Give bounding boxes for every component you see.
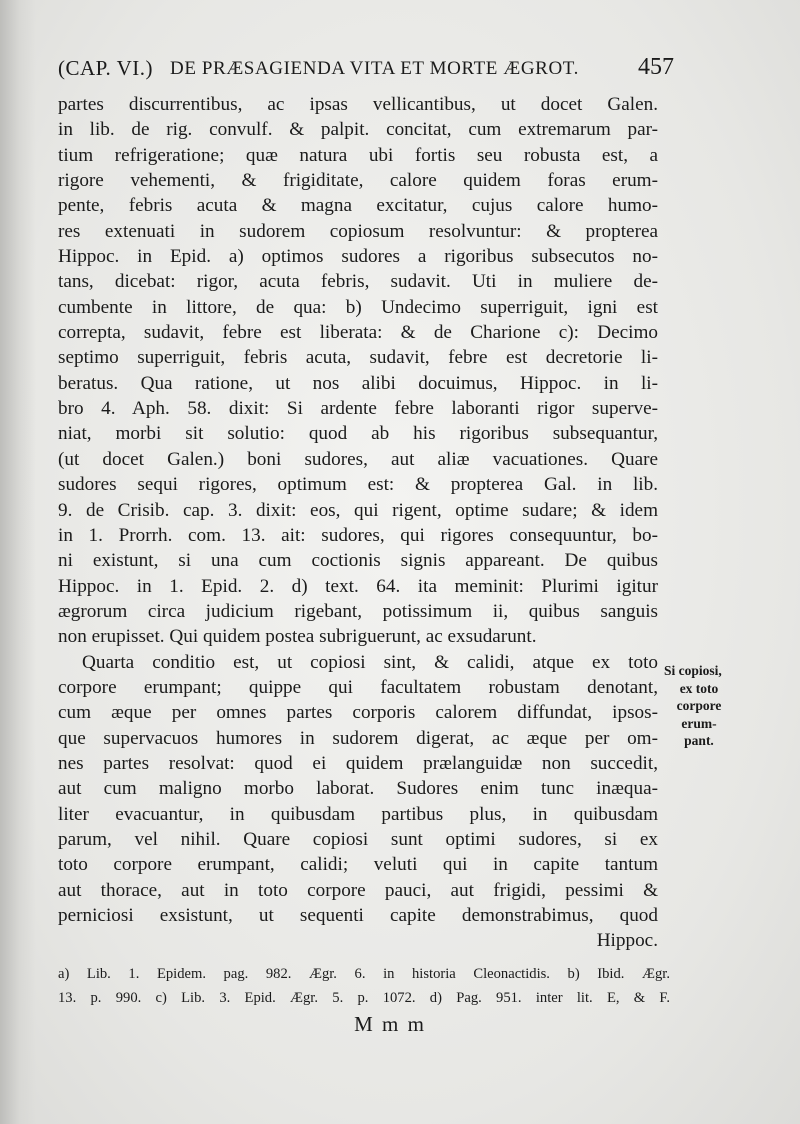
text-line: aut thorace, aut in toto corpore pauci, aut frigidi, pessimi & (58, 879, 658, 901)
text-line: correpta, sudavit, febre est liberata: & de Charione c): Decimo (58, 322, 658, 344)
text-line: bro 4. Aph. 58. dixit: Si ardente febre laboranti rigor superve- (58, 398, 658, 420)
text-line: liter evacuantur, in quibusdam partibus plus, in quibusdam (58, 803, 658, 825)
text-line: septimo superriguit, febris acuta, sudavit, febre est decretorie li- (58, 347, 658, 369)
text-line: niat, morbi sit solutio: quod ab his rigoribus subsequantur, (58, 423, 658, 445)
text-line: corpore erumpant; quippe qui facultatem robustam denotant, (58, 676, 658, 698)
text-line: in 1. Prorrh. com. 13. ait: sudores, qui rigores consequuntur, bo- (58, 524, 658, 546)
text-line: tans, dicebat: rigor, acuta febris, sudavit. Uti in muliere de- (58, 271, 658, 293)
text-line: 9. de Crisib. cap. 3. dixit: eos, qui rigent, optime sudare; & idem (58, 499, 658, 521)
text-line: parum, vel nihil. Quare copiosi sunt optimi sudores, si ex (58, 828, 658, 850)
text-line: Hippoc. in 1. Epid. 2. d) text. 64. ita meminit: Plurimi igitur (58, 575, 658, 597)
text-line: beratus. Qua ratione, ut nos alibi docuimus, Hippoc. in li- (58, 372, 658, 394)
text-line: ni existunt, si una cum coctionis signis appareant. De quibus (58, 550, 658, 572)
marginal-note-line: ex toto (679, 680, 719, 696)
text-line: cum æque per omnes partes corporis calorem diffundat, ipsos- (58, 702, 658, 724)
main-text (58, 92, 658, 954)
text-line: res extenuati in sudorem copiosum resolvuntur: & propterea (58, 220, 658, 242)
footnote-line: a) Lib. 1. Epidem. pag. 982. Ægr. 6. in historia Cleonactidis. b) Ibid. Ægr. (58, 966, 670, 982)
chapter-label: (CAP. VI.) (58, 56, 154, 80)
text-line: non erupisset. Qui quidem postea subriguerunt, ac exsudarunt. (58, 626, 537, 648)
running-header (58, 54, 674, 88)
text-line: aut cum maligno morbo laborat. Sudores enim tunc inæqua- (58, 778, 658, 800)
page-number: 457 (638, 54, 674, 80)
footnote-line: 13. p. 990. c) Lib. 3. Epid. Ægr. 5. p. 1072. d) Pag. 951. inter lit. E, & F. (58, 990, 670, 1006)
running-title: DE PRÆSAGIENDA VITA ET MORTE ÆGROT. (170, 58, 579, 79)
page-gutter-shadow (0, 0, 36, 1124)
text-line: tium refrigeratione; quæ natura ubi fortis seu robusta est, a (58, 144, 658, 166)
text-line: (ut docet Galen.) boni sudores, aut aliæ vacuationes. Quare (58, 448, 658, 470)
text-line: pente, febris acuta & magna excitatur, cujus calore humo- (58, 195, 658, 217)
text-line: nes partes resolvat: quod ei quidem prælanguidæ non succedit, (58, 752, 658, 774)
marginal-note-line: Si copiosi, (664, 663, 722, 678)
text-line: Hippoc. (596, 930, 658, 952)
text-line: perniciosi exsistunt, ut sequenti capite demonstrabimus, quod (58, 905, 658, 926)
marginal-note-line: corpore (676, 698, 722, 713)
text-line: in lib. de rig. convulf. & palpit. concitat, cum extremarum par- (58, 119, 658, 141)
text-line: Quarta conditio est, ut copiosi sint, & calidi, atque ex toto (82, 651, 658, 673)
text-line: ægrorum circa judicium rigebant, potissimum ii, quibus sanguis (58, 600, 658, 622)
text-line: cumbente in littore, de qua: b) Undecimo superriguit, igni est (58, 296, 658, 318)
marginal-note-line: erum- (681, 715, 717, 731)
text-line: partes discurrentibus, ac ipsas vellicantibus, ut docet Galen. (58, 94, 658, 115)
text-line: sudores sequi rigores, optimum est: & propterea Gal. in lib. (58, 474, 658, 496)
footnotes (58, 962, 670, 1010)
signature-mark: M m m (354, 1012, 426, 1036)
text-line: Hippoc. in Epid. a) optimos sudores a rigoribus subsecutos no- (58, 246, 658, 268)
text-line: que supervacuos humores in sudorem digerat, ac æque per om- (58, 727, 658, 749)
marginal-note-line: pant. (684, 733, 714, 748)
text-line: rigore vehementi, & frigiditate, calore quidem foras erum- (58, 170, 658, 192)
marginal-note (664, 662, 734, 750)
text-line: toto corpore erumpant, calidi; veluti qui in capite tantum (58, 854, 658, 876)
